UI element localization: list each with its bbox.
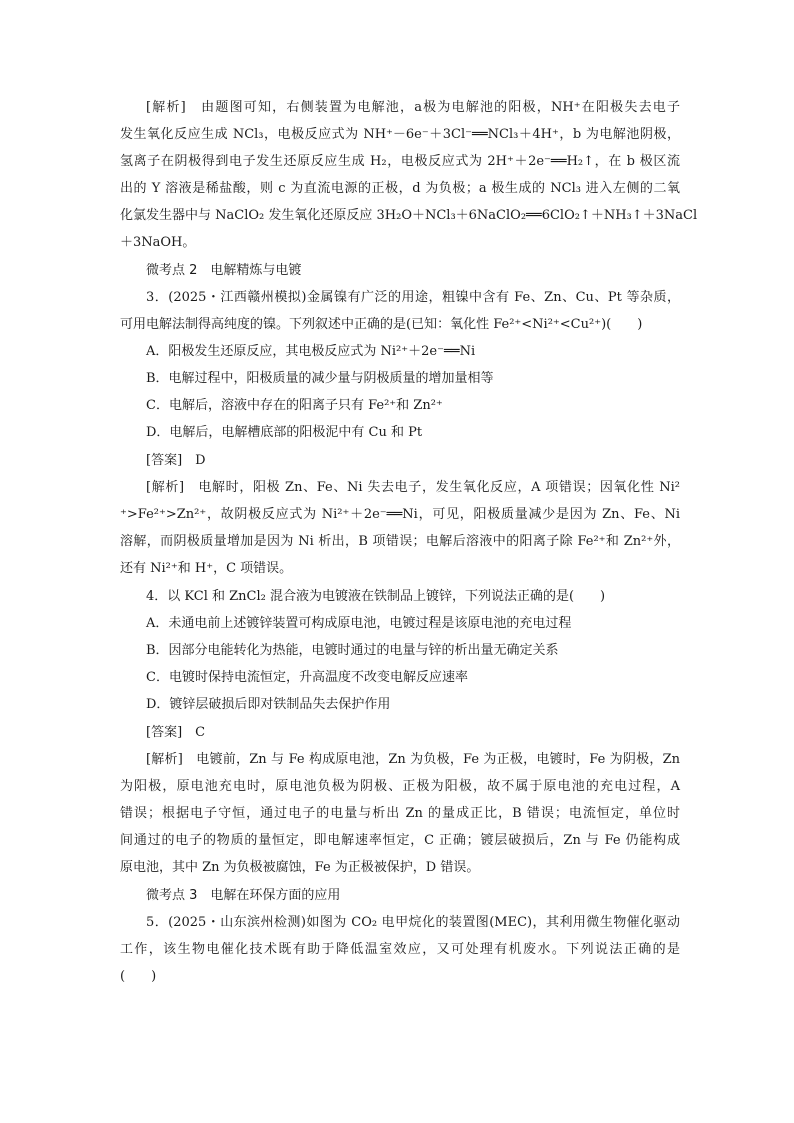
analysis1-line1: [解析] 由题图可知，右侧装置为电解池，a极为电解池的阳极，NH⁺在阳极失去电子 — [146, 100, 680, 115]
section-heading-2: 微考点 2 电解精炼与电镀 — [146, 263, 302, 278]
q3-option-d: D．电解后，电解槽底部的阳极泥中有 Cu 和 Pt — [146, 425, 423, 440]
q5-stem-line3: ( ) — [120, 969, 157, 984]
q4-option-c: C．电镀时保持电流恒定，升高温度不改变电解反应速率 — [146, 670, 468, 685]
q4-stem: 4．以 KCl 和 ZnCl₂ 混合液为电镀液在铁制品上镀锌，下列说法正确的是( ) — [146, 589, 606, 604]
q4-option-b: B．因部分电能转化为热能，电镀时通过的电量与锌的析出量无确定关系 — [146, 643, 559, 658]
q3-analysis-line3: 溶解，而阴极质量增加是因为 Ni 析出，B 项错误；电解后溶液中的阳离子除 Fe²⁺和 Zn²⁺外， — [120, 534, 680, 549]
analysis1-line2: 发生氧化反应生成 NCl₃，电极反应式为 NH⁺－6e⁻＋3Cl⁻══NCl₃＋4H⁺，b 为电解池阴极， — [120, 127, 680, 142]
q5-stem-line1: 5．(2025・山东滨州检测)如图为 CO₂ 电甲烷化的装置图(MEC)，其利用微生物催化驱动 — [146, 915, 680, 930]
q3-stem-line2: 可用电解法制得高纯度的镍。下列叙述中正确的是(已知：氧化性 Fe²⁺<Ni²⁺<Cu²⁺)( ) — [120, 317, 643, 332]
q3-option-b: B．电解过程中，阳极质量的减少量与阴极质量的增加量相等 — [146, 371, 494, 386]
q3-analysis-line4: 还有 Ni²⁺和 H⁺，C 项错误。 — [120, 561, 293, 576]
analysis1-line4: 出的 Y 溶液是稀盐酸，则 c 为直流电源的正极，d 为负极；a 极生成的 NCl₃ 进入左侧的二氧 — [120, 181, 680, 196]
q3-analysis-line2: ⁺>Fe²⁺>Zn²⁺，故阴极反应式为 Ni²⁺＋2e⁻══Ni，可见，阳极质量减少是因为 Zn、Fe、Ni — [120, 507, 680, 522]
analysis1-line6: ＋3NaOH。 — [120, 235, 196, 250]
q4-option-d: D．镀锌层破损后即对铁制品失去保护作用 — [146, 697, 391, 712]
q4-analysis-line2: 为阳极，原电池充电时，原电池负极为阴极、正极为阳极，故不属于原电池的充电过程，A — [120, 779, 680, 794]
analysis1-line3: 氢离子在阴极得到电子发生还原反应生成 H₂，电极反应式为 2H⁺＋2e⁻══H₂↑，在 b 极区流 — [120, 154, 680, 169]
section-heading-3: 微考点 3 电解在环保方面的应用 — [146, 888, 341, 903]
q3-answer: [答案] D — [146, 453, 206, 468]
q3-stem-line1: 3．(2025・江西赣州模拟)金属镍有广泛的用途，粗镍中含有 Fe、Zn、Cu、Pt 等杂质， — [146, 290, 680, 305]
q4-analysis-line3: 错误；根据电子守恒，通过电子的电量与析出 Zn 的量成正比，B 错误；电流恒定，单位时 — [120, 806, 680, 821]
q4-analysis-line4: 间通过的电子的物质的量恒定，即电解速率恒定，C 正确；镀层破损后，Zn 与 Fe 仍能构成 — [120, 833, 680, 848]
q3-option-a: A．阳极发生还原反应，其电极反应式为 Ni²⁺＋2e⁻══Ni — [146, 344, 476, 359]
q4-analysis-line5: 原电池，其中 Zn 为负极被腐蚀，Fe 为正极被保护，D 错误。 — [120, 860, 480, 875]
q3-option-c: C．电解后，溶液中存在的阳离子只有 Fe²⁺和 Zn²⁺ — [146, 398, 443, 413]
q5-stem-line2: 工作，该生物电催化技术既有助于降低温室效应，又可处理有机废水。下列说法正确的是 — [120, 942, 680, 957]
q3-analysis-line1: [解析] 电解时，阳极 Zn、Fe、Ni 失去电子，发生氧化反应，A 项错误；因氧化性 Ni² — [146, 480, 680, 495]
q4-analysis-line1: [解析] 电镀前，Zn 与 Fe 构成原电池，Zn 为负极，Fe 为正极，电镀时，Fe 为阴极，Zn — [146, 752, 680, 767]
analysis1-line5: 化氯发生器中与 NaClO₂ 发生氧化还原反应 3H₂O＋NCl₃＋6NaClO₂══6ClO₂↑＋NH₃↑＋3NaCl — [120, 208, 698, 223]
q4-option-a: A．未通电前上述镀锌装置可构成原电池，电镀过程是该原电池的充电过程 — [146, 616, 572, 631]
q4-answer: [答案] C — [146, 725, 206, 740]
